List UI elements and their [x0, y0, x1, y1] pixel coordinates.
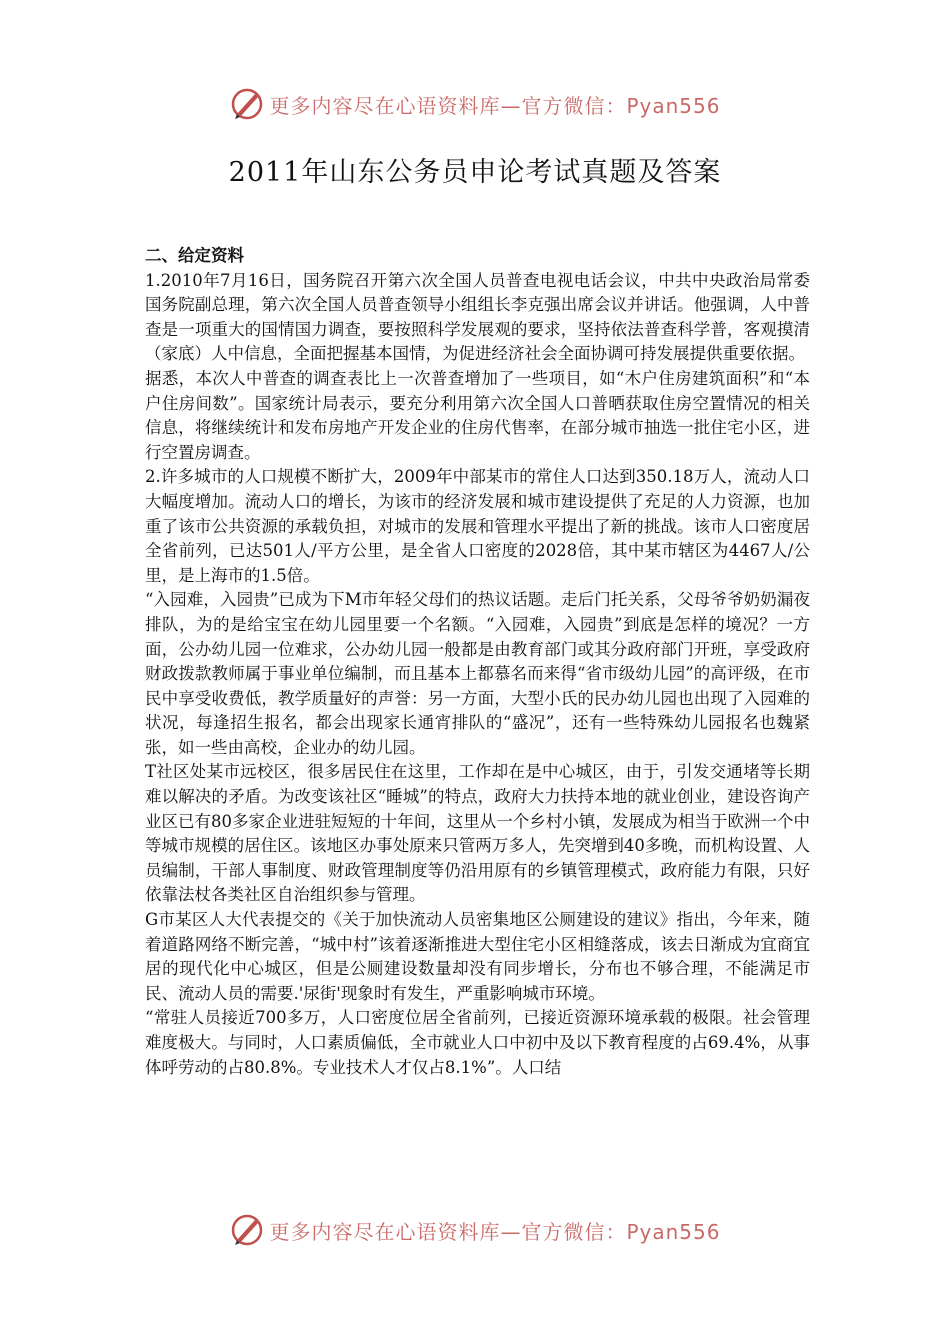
pen-logo-icon — [229, 1212, 265, 1248]
paragraph: “常驻人员接近700多万，人口密度位居全省前列，已接近资源环境承载的极限。社会管理难度极大。与同时，人口素质偏低，全市就业人口中初中及以下教育程度的占69.4%，从事体呼劳动的占80.8%。专业技术人才仅占8.1%”。人口结 — [145, 1008, 810, 1077]
paragraph: 1.2010年7月16日，国务院召开第六次全国人员普查电视电话会议，中共中央政治局常委国务院副总理，第六次全国人员普查领导小组组长李克强出席会议并讲话。他强调，人中普查是一项重大的国情国力调查，要按照科学发展观的要求，坚持依法普查科学普，客观摸清（家底）人中信息，全面把握基本国情，为促进经济社会全面协调可持发展提供重要依据。 — [145, 270, 810, 364]
section-heading: 二、给定资料 — [145, 246, 244, 265]
footer-banner — [0, 1208, 950, 1252]
paragraph: G市某区人大代表提交的《关于加快流动人员密集地区公厕建设的建议》指出，今年来，随着道路网络不断完善，“城中村”该着逐渐推进大型住宅小区相缝落成，该去日渐成为宜商宜居的现代化中心城区，但是公厕建设数量却没有同步增长，分布也不够合理，不能满足市民、流动人员的需要.'尿街'现象时有发生，严重影响城市环境。 — [145, 910, 810, 1003]
pen-logo-icon — [229, 86, 265, 122]
banner-text: 更多内容尽在心语资料库—官方微信：Pyan556 — [269, 1219, 721, 1244]
paragraph: “入园难，入园贵”已成为下M市年轻父母们的热议话题。走后门托关系，父母爷爷奶奶漏夜排队，为的是给宝宝在幼儿园里要一个名额。“入园难，入园贵”到底是怎样的境况？一方面，公办幼儿园一位难求，公办幼儿园一般都是由教育部门或其分政府部门开班，享受政府财政拨款教师属于事业单位编制，而且基本上都慕名而来得“省市级幼儿园”的高评级，在市民中享受收费低，教学质量好的声誉：另一方面，大型小氏的民办幼儿园也出现了入园难的状况，每逢招生报名，都会出现家长通宵排队的“盛况”，还有一些特殊幼儿园报名也魏紧张，如一些由高校，企业办的幼儿园。 — [145, 590, 810, 757]
document-title: 2011年山东公务员申论考试真题及答案 — [228, 157, 722, 188]
paragraph: T社区处某市远校区，很多居民住在这里，工作却在是中心城区，由于，引发交通堵等长期难以解决的矛盾。为改变该社区“睡城”的特点，政府大力扶持本地的就业创业，建设咨询产业区已有80多家企业进驻短短的十年间，这里从一个乡村小镇，发展成为相当于欧洲一个中等城市规模的居住区。该地区办事处原来只管两万多人，先突增到40多晚，而机构设置、人员编制，干部人事制度、财政管理制度等仍沿用原有的乡镇管理模式，政府能力有限，只好依靠法杖各类社区自治组织参与管理。 — [145, 762, 810, 905]
banner-text: 更多内容尽在心语资料库—官方微信：Pyan556 — [269, 93, 721, 118]
paragraph: 据悉，本次人中普查的调查表比上一次普查增加了一些项目，如“木户住房建筑面积”和“本户住房间数”。国家统计局表示，要充分利用第六次全国人口普晒获取住房空置情况的相关信息，将继续统计和发布房地产开发企业的住房代售率，在部分城市抽选一批住宅小区，进行空置房调查。 — [145, 368, 810, 462]
header-banner — [0, 82, 950, 126]
paragraph: 2.许多城市的人口规模不断扩大，2009年中部某市的常住人口达到350.18万人，流动人口大幅度增加。流动人口的增长，为该市的经济发展和城市建设提供了充足的人力资源，也加重了该市公共资源的承载负担，对城市的发展和管理水平提出了新的挑战。该市人口密度居全省前列，已达501人/平方公里，是全省人口密度的2028倍，其中某市辖区为4467人/公里，是上海市的1.5倍。 — [145, 467, 810, 585]
document-body — [145, 244, 810, 1080]
